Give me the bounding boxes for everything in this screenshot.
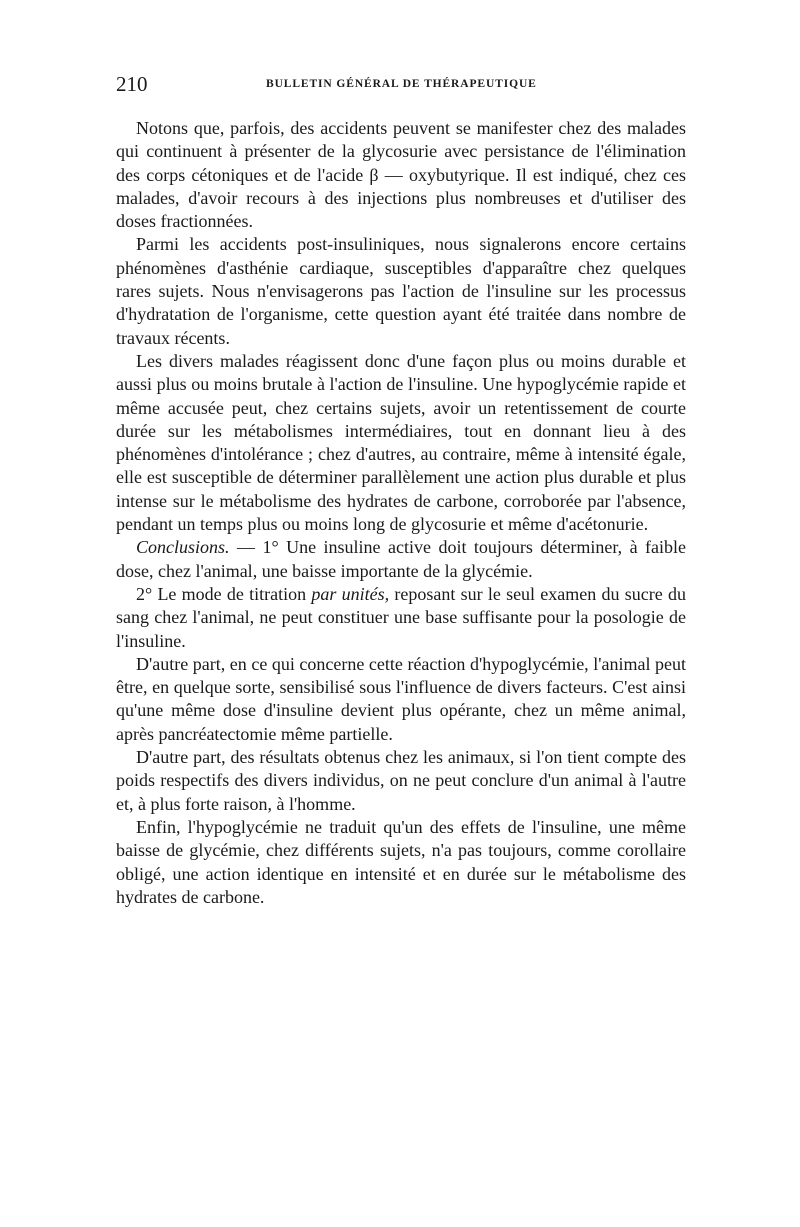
paragraph: Enfin, l'hypoglycémie ne traduit qu'un des effets de l'insuline, une même baisse de glycémie, chez différents sujets, n'a pas toujours, comme corollaire obligé, une action identique en intensité et en durée sur le métabolisme des hydrates de carbone.	[116, 816, 686, 907]
paragraph: Notons que, parfois, des accidents peuvent se manifester chez des malades qui continuent à présenter de la glycosurie avec persistance de l'élimination des corps cétoniques et de l'acide β — oxybutyrique. Il est indiqué, chez ces malades, d'avoir recours à des injections plus nombreuses et d'utiliser des doses fractionnées.	[116, 118, 686, 232]
paragraph	[116, 583, 686, 653]
conclusions-paragraph	[116, 536, 686, 583]
section-lead: Conclusions.	[136, 537, 230, 558]
paragraph-text: 2° Le mode de titration	[136, 583, 312, 604]
page-number: 210	[116, 72, 148, 96]
page-header	[116, 72, 686, 102]
paragraph: D'autre part, en ce qui concerne cette réaction d'hypoglycémie, l'animal peut être, en quelque sorte, sensibilisé sous l'influence de divers facteurs. C'est ainsi qu'une même dose d'insuline devient plus opérante, chez un même animal, après pancréatectomie même partielle.	[116, 653, 686, 744]
paragraph-text: — 1° Une insuline active doit toujours déterminer, à faible dose, chez l'animal, une baisse importante de la glycémie.	[116, 537, 686, 581]
body-text	[116, 117, 686, 909]
paragraph: Les divers malades réagissent donc d'une façon plus ou moins durable et aussi plus ou moins brutale à l'action de l'insuline. Une hypoglycémie rapide et même accusée peut, chez certains sujets, avoir un retentissement de courte durée sur les métabolismes intermédiaires, tout en donnant lieu à des phénomènes d'intolérance ; chez d'autres, au contraire, même à intensité égale, elle est susceptible de déterminer parallèlement une action plus durable et plus intense sur le métabolisme des hydrates de carbone, corroborée par l'absence, pendant un temps plus ou moins long de glycosurie et même d'acétonurie.	[116, 350, 686, 535]
paragraph-text: reposant sur le seul examen du sucre du sang chez l'animal, ne peut constituer une base suffisante pour la posologie de l'insuline.	[116, 583, 686, 651]
running-head: BULLETIN GÉNÉRAL DE THÉRAPEUTIQUE	[266, 78, 537, 90]
paragraph: D'autre part, des résultats obtenus chez les animaux, si l'on tient compte des poids respectifs des divers individus, on ne peut conclure d'un animal à l'autre et, à plus forte raison, à l'homme.	[116, 747, 686, 814]
emphasis-text: par unités,	[311, 583, 390, 604]
paragraph: Parmi les accidents post-insuliniques, nous signalerons encore certains phénomènes d'asthénie cardiaque, susceptibles d'apparaître chez quelques rares sujets. Nous n'envisagerons pas l'action de l'insuline sur les processus d'hydratation de l'organisme, cette question ayant été traitée dans nombre de travaux récents.	[116, 234, 686, 348]
